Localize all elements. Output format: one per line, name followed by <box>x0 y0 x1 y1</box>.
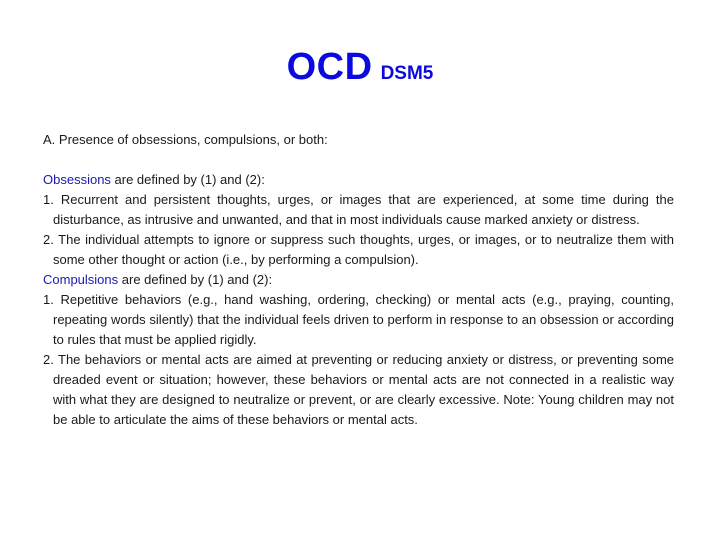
criterion-a-heading: A. Presence of obsessions, compulsions, or both: <box>43 132 328 147</box>
compulsions-definition <box>43 270 674 290</box>
compulsions-definition-text: are defined by (1) and (2): <box>118 272 273 287</box>
title-subtitle: DSM5 <box>380 63 434 84</box>
title-main: OCD <box>286 46 373 88</box>
compulsions-item-2: 2. The behaviors or mental acts are aimed at preventing or reducing anxiety or distress, or preventing some dreaded event or situation; however, these behaviors or mental acts are not connected in a realistic way with what they are designed to neutralize or prevent, or are clearly excessive. Note: Young children may not be able to articulate the aims of these behaviors or mental acts. <box>43 352 674 427</box>
page-title <box>0 46 720 89</box>
slide-content <box>43 130 674 430</box>
obsessions-definition-text: are defined by (1) and (2): <box>110 172 265 187</box>
obsessions-term: Obsessions <box>43 172 111 187</box>
obsessions-definition <box>43 170 674 190</box>
obsessions-item-2: 2. The individual attempts to ignore or suppress such thoughts, urges, or images, or to neutralize them with some other thought or action (i.e., by performing a compulsion). <box>43 232 674 267</box>
compulsions-term: Compulsions <box>43 272 119 287</box>
obsessions-item-1: 1. Recurrent and persistent thoughts, urges, or images that are experienced, at some time during the disturbance, as intrusive and unwanted, and that in most individuals cause marked anxiety or distress. <box>43 192 674 227</box>
compulsions-item-1: 1. Repetitive behaviors (e.g., hand washing, ordering, checking) or mental acts (e.g., praying, counting, repeating words silently) that the individual feels driven to perform in response to an obsession or according to rules that must be applied rigidly. <box>43 292 674 347</box>
